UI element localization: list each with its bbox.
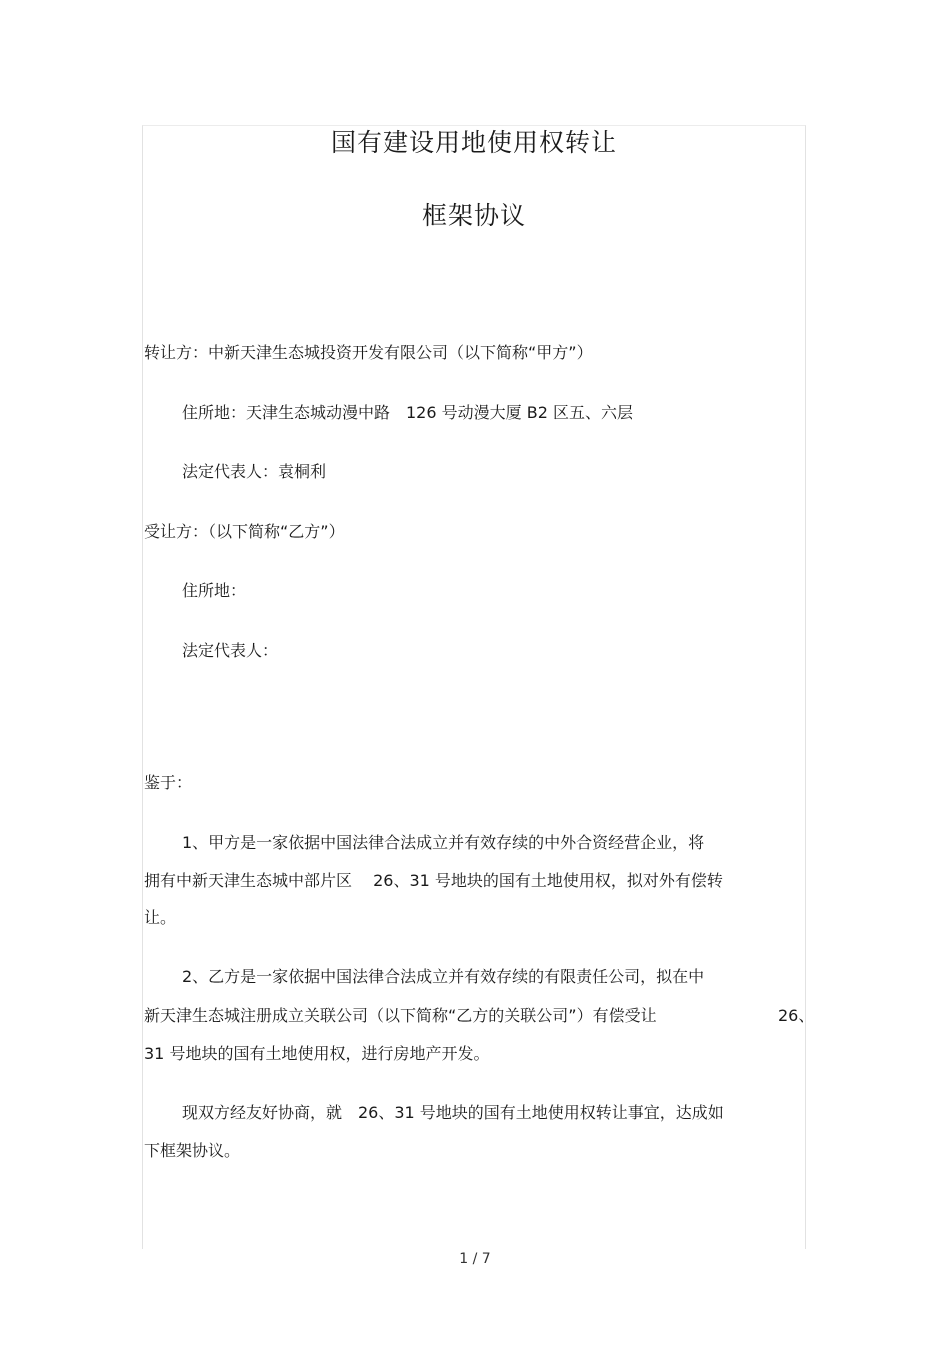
conclusion-line1: 现双方经友好协商，就 26、31 号地块的国有土地使用权转让事宜，达成如 bbox=[182, 1103, 724, 1122]
clause2-line1: 2、乙方是一家依据中国法律合法成立并有效存续的有限责任公司，拟在中 bbox=[182, 967, 705, 986]
clause1-line3: 让。 bbox=[144, 908, 177, 927]
conclusion-line2: 下框架协议。 bbox=[144, 1141, 241, 1160]
document-title-line1: 国有建设用地使用权转让 bbox=[330, 128, 617, 157]
clause1-line1: 1、甲方是一家依据中国法律合法成立并有效存续的中外合资经营企业，将 bbox=[182, 833, 705, 852]
page-frame bbox=[142, 125, 806, 1249]
transferor-representative: 法定代表人：袁桐利 bbox=[182, 462, 327, 481]
transferee-line: 受让方：（以下简称“乙方”） bbox=[144, 522, 345, 541]
transferor-address: 住所地：天津生态城动漫中路 126 号动漫大厦 B2 区五、六层 bbox=[182, 403, 633, 422]
clause2-line2-tail: 26、 bbox=[778, 1006, 815, 1025]
page-number: 1 / 7 bbox=[459, 1251, 491, 1267]
clause2-line2: 新天津生态城注册成立关联公司（以下简称“乙方的关联公司”）有偿受让 bbox=[144, 1006, 657, 1025]
transferee-representative: 法定代表人： bbox=[182, 641, 279, 660]
document-title-line2: 框架协议 bbox=[421, 201, 526, 230]
whereas-heading: 鉴于： bbox=[144, 773, 193, 792]
transferor-line: 转让方：中新天津生态城投资开发有限公司（以下简称“甲方”） bbox=[144, 343, 593, 362]
transferee-address: 住所地： bbox=[182, 581, 247, 600]
clause2-line3: 31 号地块的国有土地使用权，进行房地产开发。 bbox=[144, 1044, 490, 1063]
clause1-line2: 拥有中新天津生态城中部片区 26、31 号地块的国有土地使用权，拟对外有偿转 bbox=[144, 871, 723, 890]
